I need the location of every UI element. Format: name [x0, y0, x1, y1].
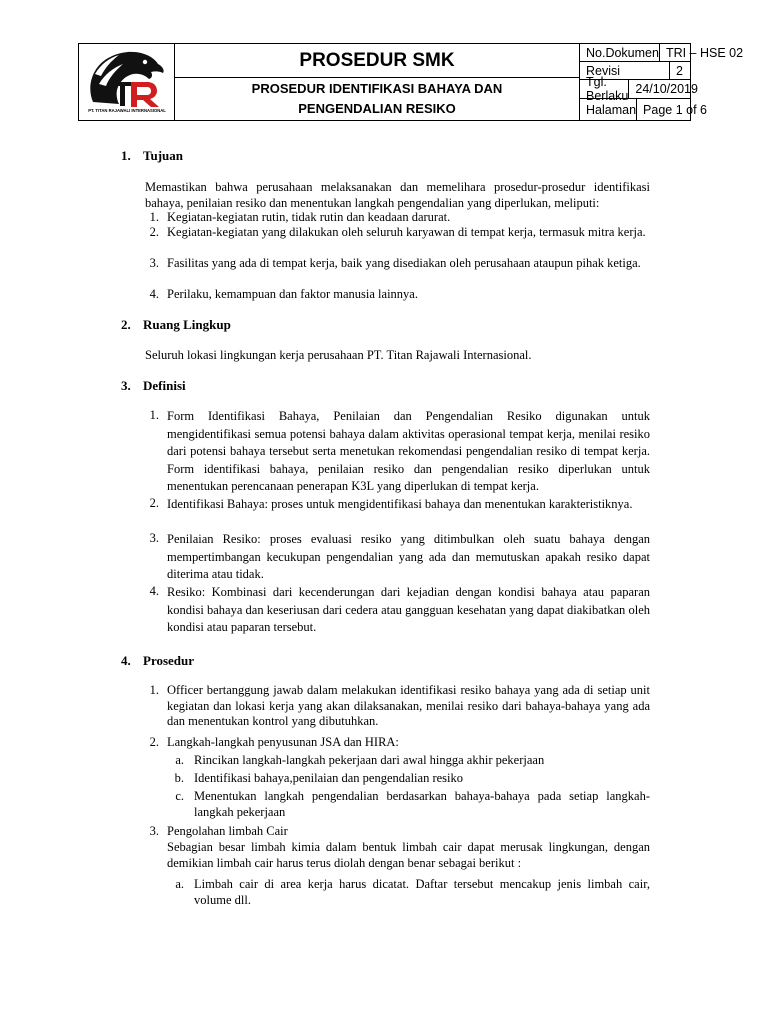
section-intro-tujuan: Memastikan bahwa perusahaan melaksanakan dan memelihara prosedur-prosedur identifikasi bahaya, penilaian resiko dan menentukan langkah pengendalian yang diperlukan, meliputi:	[145, 180, 650, 210]
section-number: 4.	[121, 653, 131, 668]
sub-list-item	[170, 753, 650, 769]
definition-item	[145, 584, 650, 638]
section-title: Tujuan	[143, 148, 183, 163]
list-item	[145, 287, 650, 303]
list-text: Kegiatan-kegiatan rutin, tidak rutin dan keadaan darurat.	[167, 210, 451, 224]
procedure-item	[145, 735, 650, 751]
meta-row-doc-number	[580, 44, 744, 62]
section-intro-ruang-lingkup: Seluruh lokasi lingkungan kerja perusahaan PT. Titan Rajawali Internasional.	[145, 348, 532, 362]
list-item	[145, 210, 650, 226]
procedure-item	[145, 683, 650, 731]
list-number: 3.	[149, 531, 159, 545]
meta-value: 2	[676, 63, 683, 78]
definition-item	[145, 408, 650, 494]
list-number: 1.	[149, 408, 159, 422]
title-block	[175, 44, 580, 120]
section-number: 3.	[121, 378, 131, 393]
list-letter: a.	[175, 753, 184, 767]
definition-text: Penilaian Resiko: proses evaluasi resiko yang ditimbulkan oleh suatu bahaya dengan mempertimbangan kecukupan pengendalian yang ada dan memutuskan apakah resiko dapat diterima atau tidak.	[167, 532, 650, 582]
sub-list-text: Menentukan langkah pengendalian berdasarkan bahaya-bahaya pada setiap langkah-langkah pekerjaan	[194, 789, 650, 819]
definition-item	[145, 496, 650, 532]
list-text: Kegiatan-kegiatan yang dilakukan oleh seluruh karyawan di tempat kerja, termasuk mitra kerja.	[167, 225, 646, 239]
logo-caption: PT. TITAN RAJAWALI INTERNASIONAL	[88, 108, 166, 113]
list-item	[145, 225, 650, 257]
document-header-table	[78, 43, 744, 121]
meta-row-page	[580, 99, 707, 120]
list-number: 3.	[149, 256, 159, 270]
sub-list-item	[170, 789, 650, 821]
subtitle-line-2: PENGENDALIAN RESIKO	[298, 100, 456, 116]
meta-row-effective-date	[580, 75, 698, 103]
meta-value: 24/10/2019	[635, 82, 698, 96]
list-number: 2.	[149, 496, 159, 510]
document-subtitle	[175, 77, 579, 120]
meta-key: No.Dokumen	[580, 44, 660, 61]
definition-text: Identifikasi Bahaya: proses untuk mengidentifikasi bahaya dan menentukan karakteristiknya.	[167, 497, 633, 511]
section-title: Ruang Lingkup	[143, 317, 231, 332]
section-title: Prosedur	[143, 653, 195, 668]
document-meta	[580, 44, 744, 120]
meta-value: TRI – HSE 02	[665, 45, 744, 60]
section-number: 1.	[121, 148, 131, 163]
definition-text: Resiko: Kombinasi dari kecenderungan dari kejadian dengan kondisi bahaya atau paparan kondisi bahaya dan keseriusan dari cedera atau gangguan kesehatan yang dapat diakibatkan oleh kondisi atau paparan tersebut.	[167, 585, 650, 635]
procedure-item	[145, 824, 650, 840]
list-number: 2.	[149, 225, 159, 239]
list-number: 4.	[149, 584, 159, 598]
list-number: 3.	[149, 824, 159, 838]
list-number: 4.	[149, 287, 159, 301]
list-item	[145, 256, 650, 288]
meta-key: Tgl. Berlaku	[580, 80, 629, 98]
meta-value: Page 1 of 6	[643, 102, 707, 117]
list-number: 1.	[149, 683, 159, 697]
section-title: Definisi	[143, 378, 186, 393]
list-letter: a.	[175, 877, 184, 891]
sub-list-text: Rincikan langkah-langkah pekerjaan dari awal hingga akhir pekerjaan	[194, 753, 545, 767]
meta-key: Revisi	[580, 62, 670, 79]
document-title: PROSEDUR SMK	[175, 44, 579, 78]
list-letter: c.	[175, 789, 184, 803]
sub-list-item	[170, 877, 650, 909]
list-number: 1.	[149, 210, 159, 224]
sub-list-text: Identifikasi bahaya,penilaian dan pengendalian resiko	[194, 771, 463, 785]
sub-list-text: Limbah cair di area kerja harus dicatat. Daftar tersebut mencakup jenis limbah cair, volume dll.	[194, 877, 650, 907]
definition-item	[145, 531, 650, 585]
list-number: 2.	[149, 735, 159, 749]
subtitle-line-1: PROSEDUR IDENTIFIKASI BAHAYA DAN	[251, 80, 503, 96]
section-number: 2.	[121, 317, 131, 332]
meta-key: Halaman	[580, 99, 637, 120]
procedure-text: Pengolahan limbah Cair	[167, 824, 288, 838]
procedure-text: Langkah-langkah penyusunan JSA dan HIRA:	[167, 735, 399, 749]
definition-text: Form Identifikasi Bahaya, Penilaian dan Pengendalian Resiko digunakan untuk mengidentifikasi semua potensi bahaya dalam aktivitas operasional tempat kerja, menilai resiko dari potensi bahaya tersebut serta menetukan rekomendasi pengendalian resiko di tempat kerja. Form identifikasi bahaya, penilaian resiko dan pengendalian resiko diperlukan untuk menentukan perencanaan penerapan K3L yang diperlukan di tempat kerja.	[167, 409, 650, 494]
procedure-text: Officer bertanggung jawab dalam melakukan identifikasi resiko bahaya yang ada di setiap unit kegiatan dan lokasi kerja yang akan dilaksanakan, menilai resiko dari bahaya-bahaya yang ada dan menentukan kontrol yang dibutuhkan.	[167, 683, 650, 728]
list-text: Perilaku, kemampuan dan faktor manusia lainnya.	[167, 287, 418, 301]
list-text: Fasilitas yang ada di tempat kerja, baik yang disediakan oleh perusahaan ataupun pihak ketiga.	[167, 256, 641, 270]
list-letter: b.	[174, 771, 184, 785]
procedure-item-3-body: Sebagian besar limbah kimia dalam bentuk limbah cair dapat merusak lingkungan, dengan demikian limbah cair harus terus diolah dengan benar sebagai berikut :	[167, 840, 650, 870]
sub-list-item	[170, 771, 650, 787]
company-logo	[79, 44, 175, 120]
